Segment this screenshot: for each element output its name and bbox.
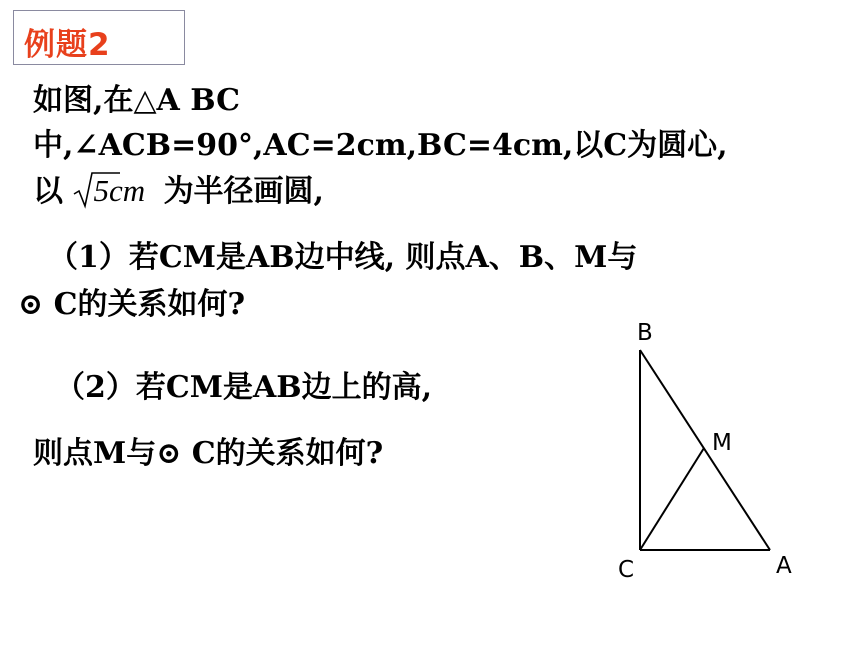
label-B: B [637,320,653,346]
question-1-line-2: ⊙ C的关系如何? [18,287,246,322]
problem-line-3 [33,173,324,210]
question-2-line-2: 则点M与⊙ C的关系如何? [33,436,384,471]
question-1-line-1: （1）若CM是AB边中线, 则点A、B、M与 [48,240,638,275]
radius-number: 5 [93,173,109,208]
triangle-diagram [600,310,810,590]
label-C: C [618,557,635,583]
segment-CM [640,448,704,550]
question-2-line-1: （2）若CM是AB边上的高, [55,370,433,405]
problem-line-3-suffix: 为半径画圆, [163,174,325,209]
sqrt-radius-expression [73,173,109,209]
radius-unit: cm [108,173,146,208]
label-A: A [776,553,792,579]
problem-line-2: 中,∠ACB=90°,AC=2cm,BC=4cm,以C为圆心, [33,128,728,163]
label-M: M [712,430,732,456]
example-title: 例题2 [24,27,111,63]
title-box [13,10,185,65]
problem-line-3-prefix: 以 [33,174,63,209]
problem-line-1: 如图,在△A BC [33,83,241,118]
